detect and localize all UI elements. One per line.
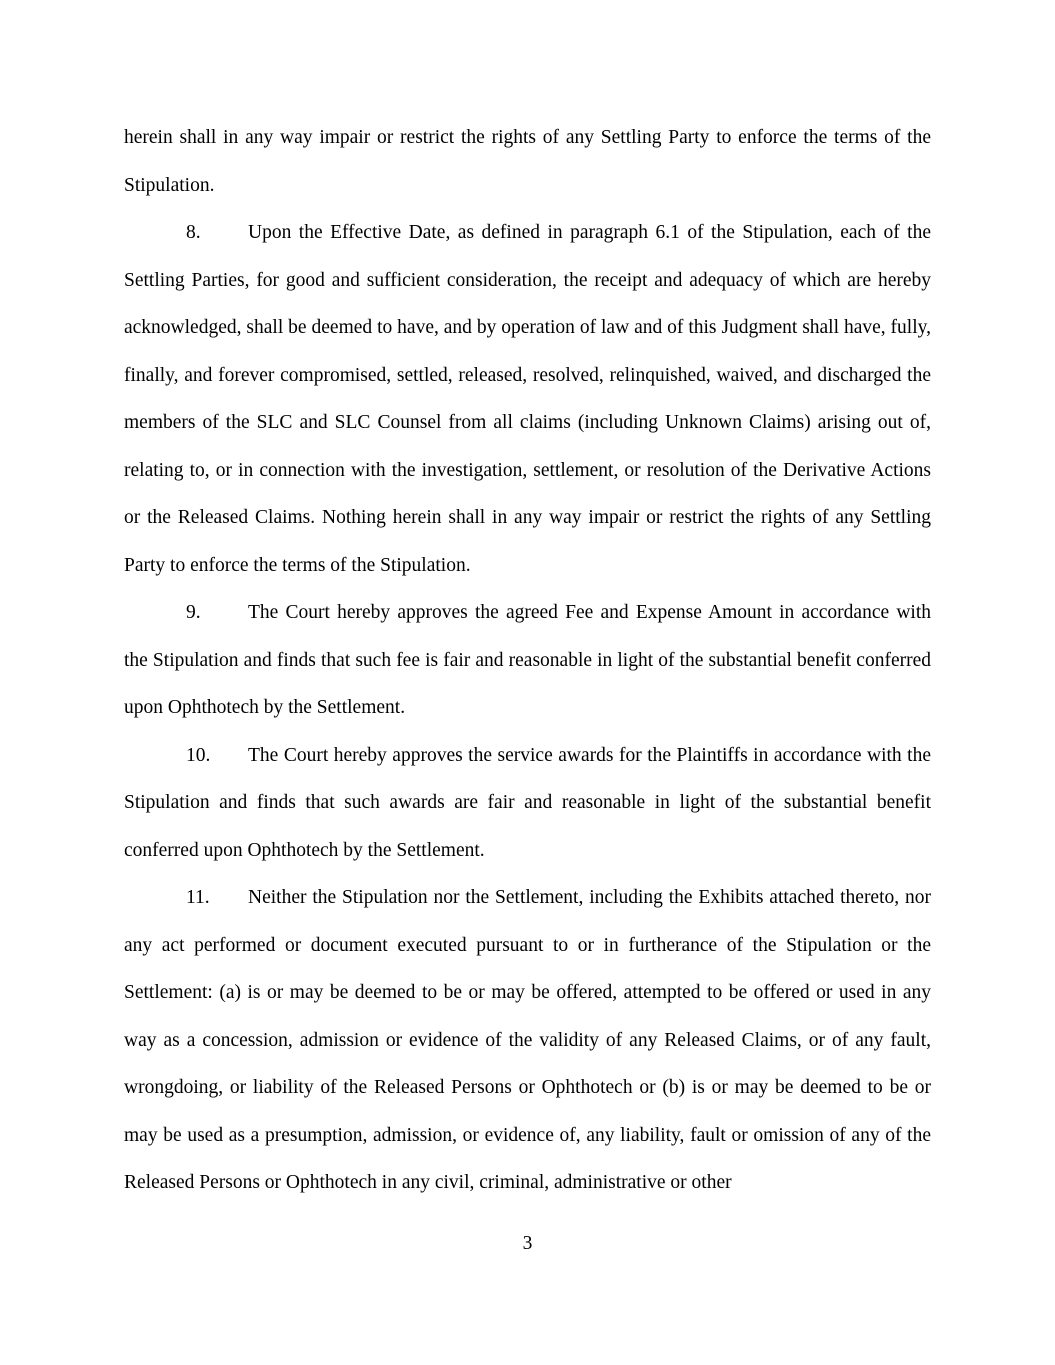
paragraph-number: 10. [186,744,211,766]
paragraph-text: The Court hereby approves the agreed Fee and Expense Amount in accordance with the Stipulation and finds that such fee is fair and reasonable in light of the substantial benefit conferred upon Ophthotech by the Settlement. [124,602,931,718]
paragraph-number: 8. [186,222,201,243]
document-body [124,114,931,1207]
continuation-paragraph: herein shall in any way impair or restrict the rights of any Settling Party to enforce the terms of the Stipulation. [124,127,931,196]
paragraph-9 [124,589,931,732]
paragraph-11 [124,874,931,1207]
paragraph-text: The Court hereby approves the service awards for the Plaintiffs in accordance with the Stipulation and finds that such awards are fair and reasonable in light of the substantial benefit conferred upon Ophthotech by the Settlement. [124,744,931,861]
paragraph-text: Neither the Stipulation nor the Settlement, including the Exhibits attached thereto, nor any act performed or document executed pursuant to or in furtherance of the Stipulation or the Settlement: (a) is or may be deemed to be or may be offered, attempted to be offered or used in any way as a concession, admission or evidence of the validity of any Released Claims, or of any fault, wrongdoing, or liability of the Released Persons or Ophthotech or (b) is or may be deemed to be or may be used as a presumption, admission, or evidence of, any liability, fault or omission of any of the Released Persons or Ophthotech in any civil, criminal, administrative or other [124,887,931,1193]
paragraph-number: 11. [186,887,210,908]
paragraph-8 [124,209,931,589]
page-number: 3 [522,1233,533,1254]
paragraph-number: 9. [186,602,201,623]
paragraph-text: Upon the Effective Date, as defined in paragraph 6.1 of the Stipulation, each of the Settling Parties, for good and sufficient consideration, the receipt and adequacy of which are hereby acknowledged, shall be deemed to have, and by operation of law and of this Judgment shall have, fully, finally, and forever compromised, settled, released, resolved, relinquished, waived, and discharged the members of the SLC and SLC Counsel from all claims (including Unknown Claims) arising out of, relating to, or in connection with the investigation, settlement, or resolution of the Derivative Actions or the Released Claims. Nothing herein shall in any way impair or restrict the rights of any Settling Party to enforce the terms of the Stipulation. [124,222,931,576]
paragraph-10 [124,732,931,875]
